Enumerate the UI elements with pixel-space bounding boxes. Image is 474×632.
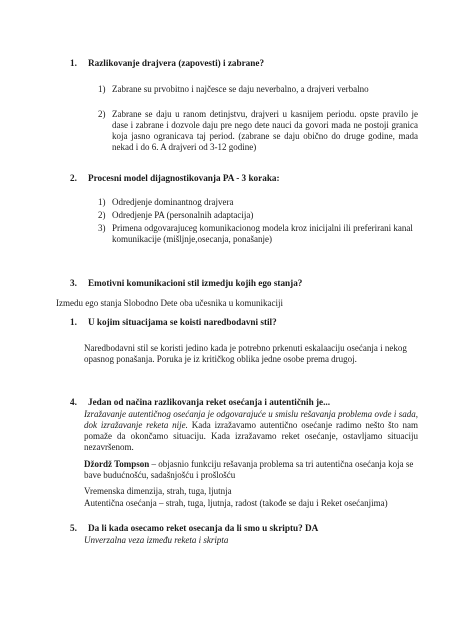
list-item: 1) Odredjenje dominantnog drajvera <box>98 197 234 207</box>
answer-paragraph: Naredbodavni stil se koristi jedino kada je potrebno prkenuti eskalaaciju osećanja i nekog opasnog ponašanja. Poruka je iz kritičkog oblika jedne osobe prema drugoj. <box>84 343 407 364</box>
question-4-heading <box>70 397 330 408</box>
list-item: 2) Zabrane se daju u ranom detinjstvu, drajveri u kasnijem periodu. opste pravilo je dase i zabrane i dozvole daju pre nego dete nauci da govori mada ne postoji granica koja jasno ogranicava taj period. (zabrane se daju obično do druge godine, mada nekad i do 6. A drajveri od 3-12 godine) <box>98 109 418 152</box>
question-3-heading <box>70 278 302 289</box>
question-number: 4. <box>70 397 77 407</box>
question-naredbodavni-heading <box>70 317 277 328</box>
author-paragraph: Džordž Tompson – objasnio funkciju rešavanja problema sa tri autentična osećanja koja se bave budućnošću, sadašnjošću i prošlošću <box>84 459 414 480</box>
question-title: U kojim situacijama se koisti naredbodavni stil? <box>88 317 277 327</box>
answer-line: Vremenska dimenzija, strah, tuga, ljutnja <box>84 486 232 496</box>
list-item: 1) Zabrane su prvobitno i najčesce se daju neverbalno, a drajveri verbalno <box>98 84 369 94</box>
answer-text: Unverzalna veza između reketa i skripta <box>84 535 229 545</box>
question-1-heading <box>70 58 264 69</box>
question-number: 3. <box>70 278 77 288</box>
question-number: 1. <box>70 317 77 327</box>
question-title: Razlikovanje drajvera (zapovesti) i zabrane? <box>88 58 265 68</box>
answer-line: Autentična osećanja – strah, tuga, ljutnja, radost (takođe se daju i Reket osećanjima) <box>84 498 388 508</box>
question-title: Emotivni komunikacioni stil izmedju kojih ego stanja? <box>88 278 303 288</box>
question-title: Jedan od načina razlikovanja reket osećanja i autentičnih je... <box>88 397 331 407</box>
list-item: 2) Odredjenje PA (personalnih adaptacija) <box>98 210 254 220</box>
answer-paragraph: Izražavanje autentičnog osećanja je odgovarajuće u smislu rešavanja problema ovde i sada, dok izražavanje reketa nije. Kada izražavamo autentično osećanje radimo nešto što nam pomaže da okončamo situaciju. Kada izražavamo reket osećanje, ostavljamo situaciju nezavršenom. <box>84 409 419 452</box>
author-name: Džordž Tompson <box>84 459 150 469</box>
question-2-heading <box>70 173 280 184</box>
answer-text: Izmedu ego stanja Slobodno Dete oba učesnika u komunikaciji <box>56 298 283 308</box>
question-title: Da li kada osecamo reket osecanja da li smo u skriptu? DA <box>88 523 319 533</box>
question-number: 5. <box>70 523 77 533</box>
question-title: Procesni model dijagnostikovanja PA - 3 koraka: <box>88 173 280 183</box>
question-5-heading <box>70 523 318 534</box>
question-number: 1. <box>70 58 77 68</box>
question-number: 2. <box>70 173 77 183</box>
list-item: 3) Primena odgovarajuceg komunikacionog modela kroz inicijalni ili preferirani kanal komunikacije (mišljnje,osecanja, ponašanje) <box>98 223 413 244</box>
